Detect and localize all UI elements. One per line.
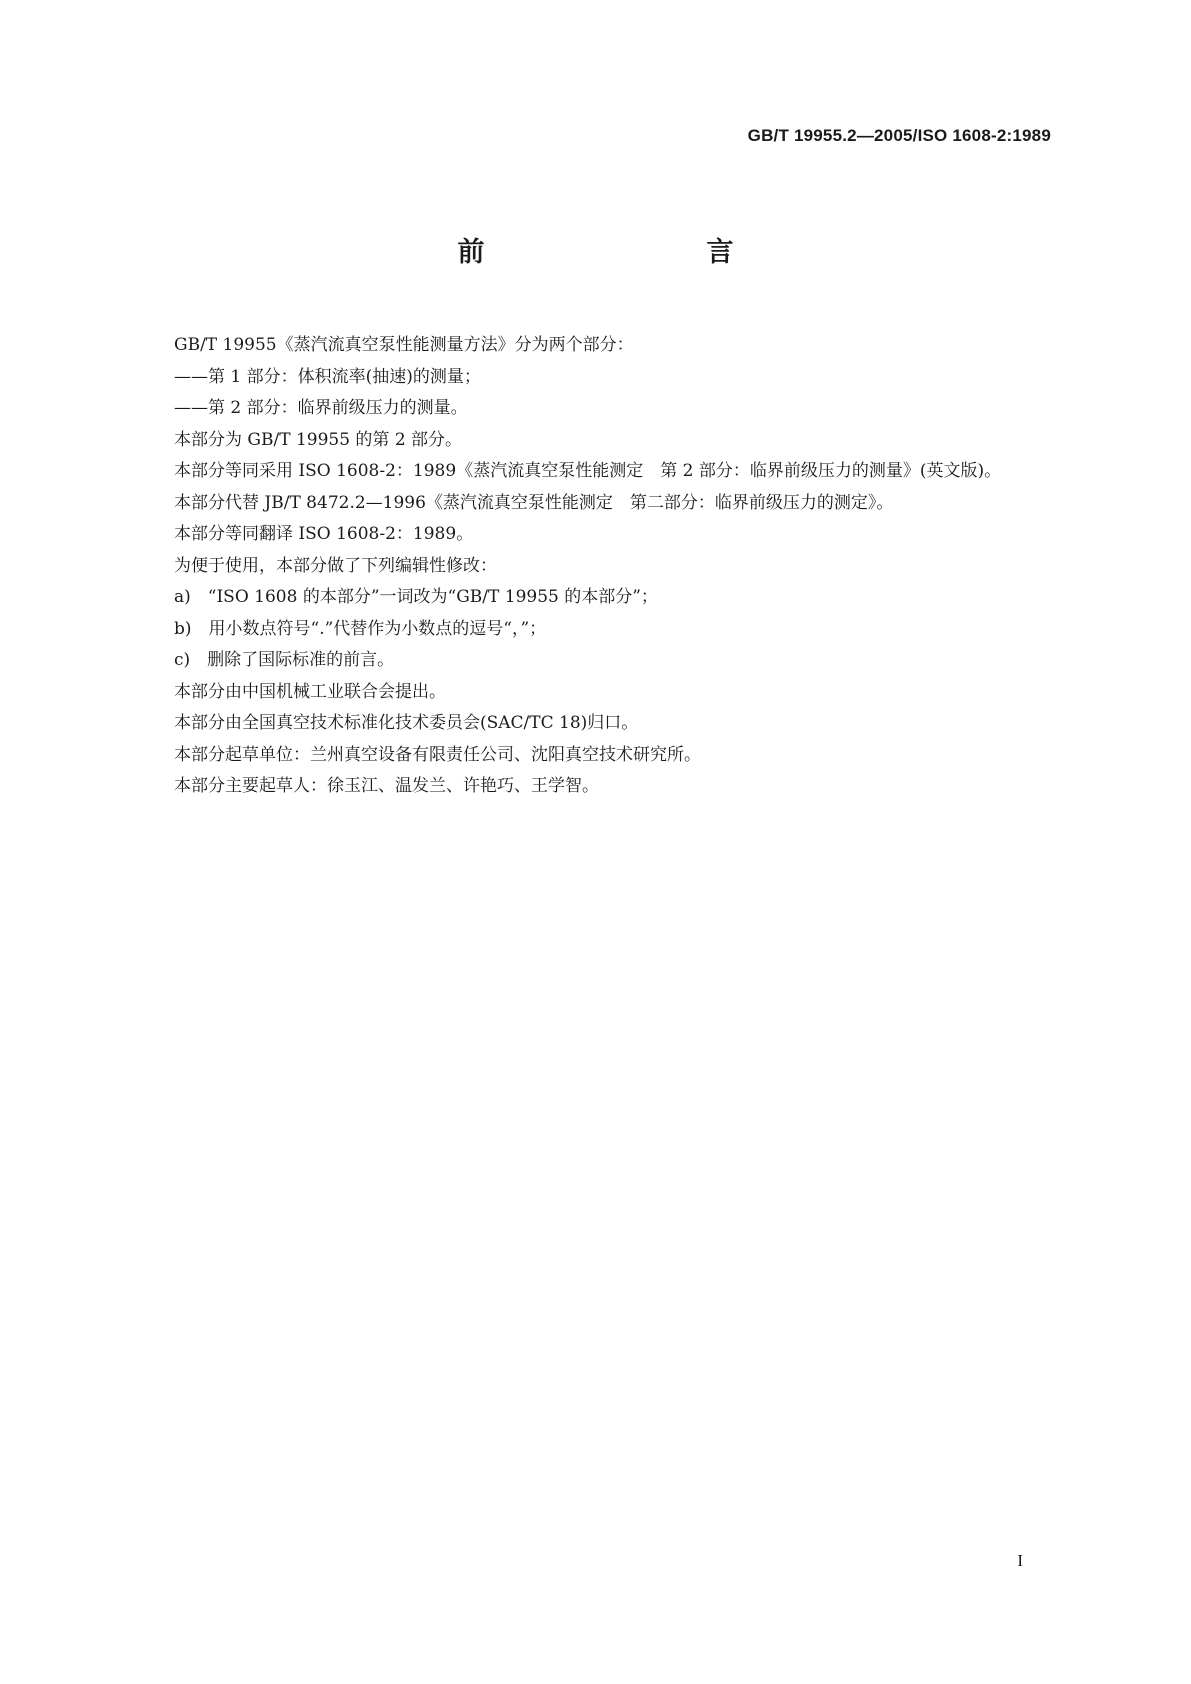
paragraph-adoption: 本部分等同采用 ISO 1608-2：1989《蒸汽流真空泵性能测定 第 2 部分：临界前级压力的测量》(英文版)。 — [174, 461, 1002, 481]
page-title: 前 言 — [457, 237, 790, 268]
page-number: I — [1017, 1551, 1023, 1570]
paragraph-part-2: ——第 2 部分：临界前级压力的测量。 — [174, 398, 468, 418]
paragraph-editorial-intro: 为便于使用，本部分做了下列编辑性修改： — [174, 555, 497, 576]
paragraph-centralized-by: 本部分由全国真空技术标准化技术委员会(SAC/TC 18)归口。 — [174, 713, 639, 733]
list-item-a: a) “ISO 1608 的本部分”一词改为“GB/T 19955 的本部分”； — [174, 587, 658, 607]
paragraph-parts-intro: GB/T 19955《蒸汽流真空泵性能测量方法》分为两个部分： — [174, 335, 634, 355]
paragraph-drafting-units: 本部分起草单位：兰州真空设备有限责任公司、沈阳真空技术研究所。 — [174, 744, 701, 765]
paragraph-this-part: 本部分为 GB/T 19955 的第 2 部分。 — [174, 429, 463, 450]
paragraph-drafters: 本部分主要起草人：徐玉江、温发兰、许艳巧、王学智。 — [174, 776, 599, 796]
paragraph-proposed-by: 本部分由中国机械工业联合会提出。 — [174, 681, 446, 702]
standard-number-header: GB/T 19955.2—2005/ISO 1608-2:1989 — [747, 126, 1051, 145]
paragraph-replaces: 本部分代替 JB/T 8472.2—1996《蒸汽流真空泵性能测定 第二部分：临界前级压力的测定》。 — [174, 492, 894, 513]
paragraph-translation: 本部分等同翻译 ISO 1608-2：1989。 — [174, 524, 474, 544]
list-item-b: b) 用小数点符号“.”代替作为小数点的逗号“，”； — [174, 618, 547, 639]
foreword-body — [140, 330, 1060, 803]
paragraph-part-1: ——第 1 部分：体积流率(抽速)的测量； — [174, 366, 481, 387]
list-item-c: c) 删除了国际标准的前言。 — [174, 650, 395, 670]
